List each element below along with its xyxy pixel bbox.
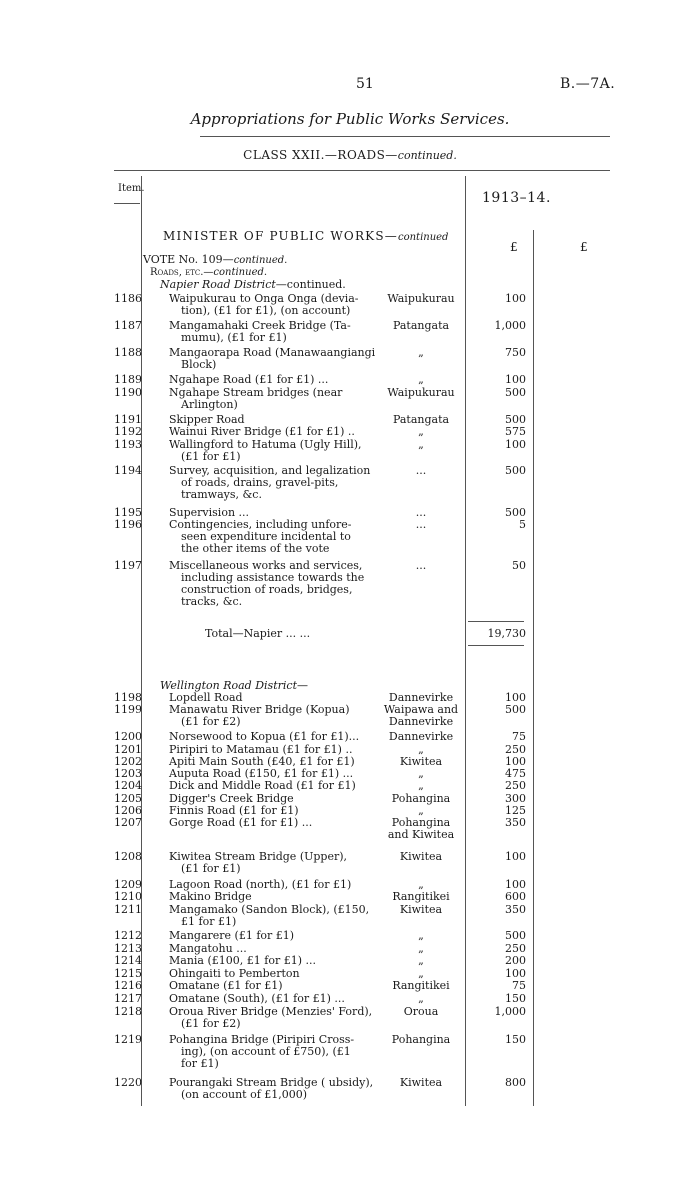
- item-district: [380, 704, 462, 728]
- item-description: [169, 731, 377, 743]
- total-napier-amount: 19,730: [487, 627, 526, 640]
- description-line: Skipper Road: [169, 413, 245, 426]
- description-line: Miscellaneous works and services,: [169, 559, 363, 572]
- description-line: tramways, &c.: [181, 488, 262, 501]
- minister-heading-suffix: continued: [397, 232, 449, 243]
- item-number: 1218: [114, 1005, 142, 1018]
- item-amount: 1,000: [494, 319, 526, 332]
- description-line: Arlington): [181, 398, 238, 411]
- item-amount: 100: [505, 373, 526, 386]
- item-amount: 500: [505, 703, 526, 716]
- district-line: Waipukurau: [387, 292, 455, 305]
- district-line: Dannevirke: [388, 715, 454, 728]
- description-line: Lagoon Road (north), (£1 for £1): [169, 878, 352, 891]
- description-line: tion), (£1 for £1), (on account): [181, 304, 351, 317]
- item-district: [380, 1077, 462, 1089]
- amount-column-rule-left: [465, 176, 466, 1106]
- item-amount: 100: [505, 438, 526, 451]
- item-description: [169, 993, 377, 1005]
- napier-district-heading: [160, 278, 346, 291]
- district-line: Kiwitea: [399, 903, 443, 916]
- description-line: Digger's Creek Bridge: [169, 792, 294, 805]
- district-line: Waipawa and: [383, 703, 459, 716]
- total-bottom-rule: [468, 645, 524, 646]
- item-number: 1192: [114, 425, 142, 438]
- roads-heading-text: Roads, etc.—: [150, 267, 214, 278]
- district-line: „: [418, 743, 424, 756]
- item-description: [169, 519, 377, 555]
- description-line: Supervision ...: [169, 506, 250, 519]
- description-line: Gorge Road (£1 for £1) ...: [169, 816, 313, 829]
- item-amount: 100: [505, 878, 526, 891]
- item-district: [380, 980, 462, 992]
- item-amount: 150: [505, 992, 526, 1005]
- item-district: [380, 930, 462, 942]
- item-amount: 350: [505, 903, 526, 916]
- description-line: Omatane (£1 for £1): [169, 979, 283, 992]
- item-district: [380, 560, 462, 572]
- description-line: Ngahape Stream bridges (near: [169, 386, 343, 399]
- napier-district-suffix: —continued.: [275, 278, 346, 291]
- description-line: Finnis Road (£1 for £1): [169, 804, 299, 817]
- item-number: 1190: [114, 386, 142, 399]
- item-amount: 150: [505, 1033, 526, 1046]
- item-description: [169, 560, 377, 608]
- description-line: (on account of £1,000): [181, 1088, 308, 1101]
- item-number: 1213: [114, 942, 142, 955]
- item-description: [169, 1006, 377, 1030]
- district-line: „: [418, 967, 424, 980]
- description-line: Survey, acquisition, and legalization: [169, 464, 371, 477]
- item-district: [380, 993, 462, 1005]
- vote-heading-text: VOTE No. 109—: [143, 253, 234, 266]
- description-line: tracks, &c.: [181, 595, 243, 608]
- district-line: „: [418, 438, 424, 451]
- wellington-district-name: Wellington Road District—: [160, 679, 308, 692]
- description-line: Mangamahaki Creek Bridge (Ta-: [169, 319, 351, 332]
- description-line: (£1 for £2): [181, 1017, 241, 1030]
- item-amount: 350: [505, 816, 526, 829]
- description-line: Waipukurau to Onga Onga (devia-: [169, 292, 359, 305]
- item-number: 1210: [114, 890, 142, 903]
- district-line: Patangata: [392, 413, 450, 426]
- item-number: 1211: [114, 903, 142, 916]
- item-amount: 475: [505, 767, 526, 780]
- description-line: Makino Bridge: [169, 890, 252, 903]
- description-line: for £1): [181, 1057, 219, 1070]
- district-line: „: [418, 878, 424, 891]
- district-line: „: [418, 992, 424, 1005]
- item-number: 1202: [114, 755, 142, 768]
- item-amount: 500: [505, 929, 526, 942]
- item-description: [169, 465, 377, 501]
- item-district: [380, 426, 462, 438]
- item-amount: 100: [505, 691, 526, 704]
- item-amount: 500: [505, 386, 526, 399]
- item-district: [380, 465, 462, 477]
- description-line: Omatane (South), (£1 for £1) ...: [169, 992, 345, 1005]
- total-top-rule: [468, 621, 524, 622]
- item-number: 1193: [114, 438, 142, 451]
- item-description: [169, 426, 377, 438]
- total-napier-label: Total—Napier ... ...: [205, 627, 311, 640]
- item-description: [169, 320, 377, 344]
- district-line: Patangata: [392, 319, 450, 332]
- item-number: 1187: [114, 319, 142, 332]
- item-amount: 300: [505, 792, 526, 805]
- description-line: Lopdell Road: [169, 691, 243, 704]
- item-number: 1208: [114, 850, 142, 863]
- district-line: Rangitikei: [392, 890, 450, 903]
- district-line: and Kiwitea: [387, 828, 455, 841]
- item-amount: 500: [505, 506, 526, 519]
- page-title: Appropriations for Public Works Services.: [190, 110, 510, 128]
- item-number: 1186: [114, 292, 142, 305]
- item-description: [169, 980, 377, 992]
- item-description: [169, 955, 377, 967]
- item-column-header: Item.: [118, 183, 145, 194]
- district-line: ...: [415, 464, 427, 477]
- item-district: [380, 1006, 462, 1018]
- description-line: Mangarere (£1 for £1): [169, 929, 295, 942]
- district-line: Pohangina: [391, 816, 451, 829]
- item-number: 1189: [114, 373, 142, 386]
- item-number: 1206: [114, 804, 142, 817]
- district-line: „: [418, 346, 424, 359]
- description-line: Block): [181, 358, 217, 371]
- district-line: Kiwitea: [399, 850, 443, 863]
- item-description: [169, 930, 377, 942]
- description-line: £1 for £1): [181, 915, 237, 928]
- item-amount: 125: [505, 804, 526, 817]
- item-number: 1214: [114, 954, 142, 967]
- description-line: ing), (on account of £750), (£1: [181, 1045, 351, 1058]
- item-amount: 1,000: [494, 1005, 526, 1018]
- class-heading: [0, 148, 700, 162]
- description-line: Mangaorapa Road (Manawaangiangi: [169, 346, 376, 359]
- item-number: 1197: [114, 559, 142, 572]
- item-number: 1215: [114, 967, 142, 980]
- item-district: [380, 904, 462, 916]
- item-number: 1195: [114, 506, 142, 519]
- item-description: [169, 439, 377, 463]
- district-line: Rangitikei: [392, 979, 450, 992]
- item-district: [380, 780, 462, 792]
- item-district: [380, 731, 462, 743]
- district-line: Dannevirke: [388, 691, 454, 704]
- district-line: „: [418, 954, 424, 967]
- item-district: [380, 817, 462, 841]
- description-line: mumu), (£1 for £1): [181, 331, 287, 344]
- item-amount: 200: [505, 954, 526, 967]
- district-line: Pohangina: [391, 792, 451, 805]
- item-district: [380, 293, 462, 305]
- item-number: 1188: [114, 346, 142, 359]
- district-line: Waipukurau: [387, 386, 455, 399]
- item-district: [380, 374, 462, 386]
- item-description: [169, 851, 377, 875]
- item-amount: 250: [505, 942, 526, 955]
- item-district: [380, 320, 462, 332]
- item-description: [169, 904, 377, 928]
- item-description: [169, 387, 377, 411]
- district-line: Pohangina: [391, 1033, 451, 1046]
- class-heading-text: CLASS XXII.—ROADS—: [243, 148, 398, 162]
- district-line: „: [418, 425, 424, 438]
- item-number: 1205: [114, 792, 142, 805]
- item-district: [380, 439, 462, 451]
- district-line: „: [418, 373, 424, 386]
- description-line: Ohingaiti to Pemberton: [169, 967, 300, 980]
- item-description: [169, 780, 377, 792]
- description-line: Mania (£100, £1 for £1) ...: [169, 954, 316, 967]
- district-line: ...: [415, 506, 427, 519]
- item-district: [380, 387, 462, 399]
- minister-heading: [163, 229, 448, 243]
- item-number: 1219: [114, 1033, 142, 1046]
- item-amount: 75: [512, 979, 526, 992]
- description-line: including assistance towards the: [181, 571, 365, 584]
- district-line: „: [418, 929, 424, 942]
- item-number: 1209: [114, 878, 142, 891]
- item-number: 1220: [114, 1076, 142, 1089]
- description-line: (£1 for £2): [181, 715, 241, 728]
- description-line: Manawatu River Bridge (Kopua): [169, 703, 350, 716]
- description-line: of roads, drains, gravel-pits,: [181, 476, 339, 489]
- item-district: [380, 955, 462, 967]
- item-amount: 100: [505, 850, 526, 863]
- item-number: 1194: [114, 464, 142, 477]
- description-line: the other items of the vote: [181, 542, 330, 555]
- amount-column-rule-mid: [533, 230, 534, 1106]
- item-amount: 600: [505, 890, 526, 903]
- pound-sign-total: £: [580, 240, 588, 254]
- description-line: Piripiri to Matamau (£1 for £1) ..: [169, 743, 353, 756]
- item-amount: 50: [512, 559, 526, 572]
- description-line: construction of roads, bridges,: [181, 583, 353, 596]
- item-number: 1217: [114, 992, 142, 1005]
- item-number: 1198: [114, 691, 142, 704]
- item-district: [380, 519, 462, 531]
- item-amount: 75: [512, 730, 526, 743]
- description-line: (£1 for £1): [181, 862, 241, 875]
- item-district: [380, 891, 462, 903]
- description-line: Dick and Middle Road (£1 for £1): [169, 779, 356, 792]
- item-district: [380, 347, 462, 359]
- description-line: Mangamako (Sandon Block), (£150,: [169, 903, 370, 916]
- class-heading-suffix: continued.: [397, 149, 457, 162]
- pound-sign-1913: £: [510, 240, 518, 254]
- item-number: 1201: [114, 743, 142, 756]
- description-line: (£1 for £1): [181, 450, 241, 463]
- item-description: [169, 1034, 377, 1070]
- minister-heading-text: MINISTER OF PUBLIC WORKS—: [163, 229, 398, 243]
- item-description: [169, 374, 377, 386]
- item-amount: 100: [505, 967, 526, 980]
- description-line: Apiti Main South (£40, £1 for £1): [169, 755, 355, 768]
- item-district: [380, 851, 462, 863]
- item-amount: 500: [505, 413, 526, 426]
- description-line: Pohangina Bridge (Piripiri Cross-: [169, 1033, 355, 1046]
- description-line: Pourangaki Stream Bridge ( ubsidy),: [169, 1076, 374, 1089]
- item-amount: 5: [519, 518, 526, 531]
- item-number: 1191: [114, 413, 142, 426]
- year-header: 1913–14.: [482, 190, 551, 206]
- description-line: Norsewood to Kopua (£1 for £1)...: [169, 730, 360, 743]
- item-number: 1196: [114, 518, 142, 531]
- description-line: seen expenditure incidental to: [181, 530, 351, 543]
- description-line: Wallingford to Hatuma (Ugly Hill),: [169, 438, 362, 451]
- item-number: 1216: [114, 979, 142, 992]
- description-line: Ngahape Road (£1 for £1) ...: [169, 373, 329, 386]
- item-amount: 100: [505, 755, 526, 768]
- district-line: „: [418, 942, 424, 955]
- item-description: [169, 1077, 377, 1101]
- item-amount: 575: [505, 425, 526, 438]
- item-description: [169, 347, 377, 371]
- item-amount: 250: [505, 779, 526, 792]
- item-number: 1203: [114, 767, 142, 780]
- item-amount: 500: [505, 464, 526, 477]
- item-description: [169, 293, 377, 317]
- item-number: 1199: [114, 703, 142, 716]
- item-amount: 250: [505, 743, 526, 756]
- district-line: Oroua: [403, 1005, 439, 1018]
- item-number: 1200: [114, 730, 142, 743]
- district-line: Kiwitea: [399, 755, 443, 768]
- district-line: Dannevirke: [388, 730, 454, 743]
- item-description: [169, 704, 377, 728]
- description-line: Oroua River Bridge (Menzies' Ford),: [169, 1005, 373, 1018]
- item-amount: 800: [505, 1076, 526, 1089]
- page-number: 51: [356, 76, 374, 92]
- item-description: [169, 891, 377, 903]
- district-line: ...: [415, 559, 427, 572]
- item-amount: 100: [505, 292, 526, 305]
- district-line: „: [418, 804, 424, 817]
- napier-district-name: Napier Road District: [160, 278, 276, 291]
- description-line: Wainui River Bridge (£1 for £1) ..: [169, 425, 355, 438]
- description-line: Kiwitea Stream Bridge (Upper),: [169, 850, 348, 863]
- header-top-rule: [114, 170, 610, 171]
- item-header-underline: [114, 203, 140, 204]
- district-line: „: [418, 767, 424, 780]
- document-reference: B.—7A.: [560, 76, 616, 92]
- item-number: 1212: [114, 929, 142, 942]
- item-number: 1207: [114, 816, 142, 829]
- description-line: Auputa Road (£150, £1 for £1) ...: [169, 767, 354, 780]
- roads-heading-suffix: continued.: [213, 267, 268, 278]
- description-line: Contingencies, including unfore-: [169, 518, 352, 531]
- item-description: [169, 817, 377, 829]
- item-district: [380, 1034, 462, 1046]
- item-number: 1204: [114, 779, 142, 792]
- roads-heading: [150, 265, 267, 278]
- district-line: Kiwitea: [399, 1076, 443, 1089]
- district-line: ...: [415, 518, 427, 531]
- description-line: Mangatohu ...: [169, 942, 247, 955]
- district-line: „: [418, 779, 424, 792]
- item-amount: 750: [505, 346, 526, 359]
- title-rule: [200, 136, 610, 137]
- vote-heading-suffix: continued.: [233, 255, 288, 266]
